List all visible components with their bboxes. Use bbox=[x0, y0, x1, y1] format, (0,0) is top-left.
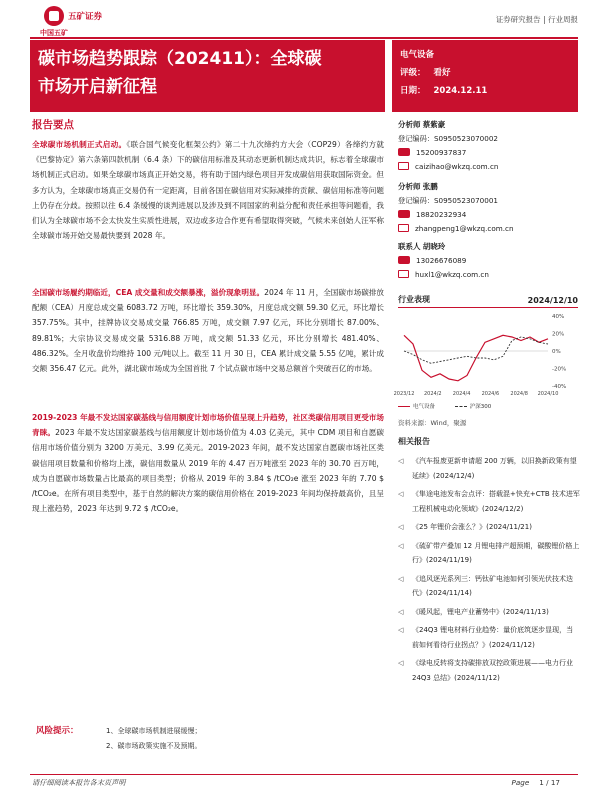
legend-item bbox=[455, 402, 492, 410]
rating-label: 评级： bbox=[400, 68, 426, 78]
analyst-block bbox=[398, 180, 578, 236]
page-value: 1 / 17 bbox=[539, 778, 560, 787]
industry-performance-chart bbox=[393, 310, 578, 400]
analyst-block bbox=[398, 118, 578, 174]
page-number bbox=[512, 778, 560, 787]
report-category: 行业周报 bbox=[548, 15, 578, 24]
phone-icon bbox=[398, 256, 410, 264]
summary-paragraph-2 bbox=[32, 285, 384, 376]
analyst-role: 分析师 bbox=[398, 120, 421, 129]
legend-item bbox=[398, 402, 435, 410]
related-report-link[interactable]: ◁ 《暖风起，锂电产业蓄势中》(2024/11/13) bbox=[398, 605, 580, 620]
chart-y-tick-label: 0% bbox=[552, 349, 561, 355]
report-type-header bbox=[496, 14, 578, 25]
title-line-2: 市场开启新征程 bbox=[38, 77, 157, 97]
report-title bbox=[30, 40, 385, 112]
email-icon bbox=[398, 224, 409, 232]
contact-name: 胡晓玲 bbox=[422, 242, 446, 251]
rating-box bbox=[392, 40, 578, 112]
analyst-reg-row bbox=[398, 132, 578, 146]
chart-x-tick-label: 2024/4 bbox=[452, 391, 471, 397]
contact-email[interactable]: huxl1@wkzq.com.cn bbox=[415, 270, 489, 279]
phone-icon bbox=[398, 148, 410, 156]
company-name: 中国五矿 bbox=[40, 29, 68, 37]
related-report-link[interactable]: ◁ 《24Q3 锂电材料行业趋势：量价底筑逐步显现，当前如何看待行业拐点？》(2024/11/12) bbox=[398, 623, 580, 652]
paragraph-text: 《联合国气候变化框架公约》第二十九次缔约方大会（COP29）各缔约方就《巴黎协定》第六条第四款机制（6.4 条）下的碳信用标准及其动态更新机制达成共识，标志着全球碳市场机制正式启动。如果全球碳市场真正开始交易，将有助于国内绿色项目开发成碳信用获取国际资金。但多方认为，全球碳市场真正交易仍有一定距离，目前各国在碳信用对实际减排的贡献、碳信用标准等问题上仍存在分歧。按照以往 6.4 条缓慢的谈判进展以及涉及到不同国家的利益分配和责任承担等问题看，我们认为全球碳市场不会太快发生实质性进展，双边或多边合作更有希望取得突破，气候未来创始人汪军称全球碳市场开始交易最快要到 2028 年。 bbox=[32, 140, 385, 241]
related-report-link[interactable]: ◁ 《汽车报废更新申请超 200 万辆，以旧换新政策有望延续》(2024/12/4) bbox=[398, 454, 580, 483]
contact-name-row bbox=[398, 240, 578, 254]
date-row bbox=[400, 82, 570, 100]
contact-role: 联系人 bbox=[398, 242, 421, 251]
legend-label: 沪深300 bbox=[469, 404, 492, 410]
page-label: Page bbox=[511, 778, 530, 787]
related-heading: 相关报告 bbox=[398, 437, 430, 446]
analyst-phone: 18820232934 bbox=[416, 210, 467, 219]
related-report-link[interactable]: ◁ 《追风逐光系列三：钙钛矿电池如何引领光伏技术迭代》(2024/11/14) bbox=[398, 572, 580, 601]
footer-divider bbox=[30, 774, 578, 775]
analyst-name: 蔡紫豪 bbox=[422, 120, 446, 129]
analyst-email-row bbox=[398, 222, 578, 236]
summary-heading: 报告要点 bbox=[32, 119, 74, 131]
analyst-email-row bbox=[398, 160, 578, 174]
contact-block bbox=[398, 240, 578, 282]
paragraph-text: 2024 年 11 月，全国碳市场碳排放配额（CEA）月度总成交量 6083.72 万吨，环比增长 359.30%，月度总成交额 59.30 亿元，环比增长 357.75%。其中，挂牌协议交易成交量 766.85 万吨，成交额 7.97 亿元，环比分别增长 87.00%、89.81%；大宗协议交易成交量 5316.88 万吨，成交额 51.33 亿元，环比分别增长 481.40%、486.32%。全月收盘价均维持 100 元/吨以上。截至 11 月 30 日，CEA 累计成交量 5.55 亿吨，累计成交额 356.47 亿元。此外，湖北碳市场成为全国首批 7 个试点碳市场中交易总额首个突破百亿的市场。 bbox=[32, 288, 385, 374]
summary-paragraph-1 bbox=[32, 137, 384, 243]
industry-name: 电气设备 bbox=[400, 50, 435, 60]
reg-label: 登记编码： bbox=[398, 196, 434, 205]
title-line-1: 碳市场趋势跟踪（202411）：全球碳 bbox=[38, 49, 322, 69]
chart-canvas bbox=[393, 310, 578, 400]
related-report-link[interactable]: ◁ 《隼途电池发布会点评：搭载混+快充+CTB 技术进军工程机械电动化领域》(2024/12/2) bbox=[398, 487, 580, 516]
chart-y-tick-label: 40% bbox=[552, 314, 565, 320]
paragraph-highlight: 全球碳市场机制正式启动。 bbox=[32, 140, 127, 149]
related-report-link[interactable]: ◁ 《硫矿带产叠加 12 月锂电排产超预期，碳酸锂价格上行》(2024/11/19) bbox=[398, 539, 580, 568]
analyst-role: 分析师 bbox=[398, 182, 421, 191]
chart-title: 行业表现 bbox=[398, 295, 430, 304]
analyst-phone: 15200937837 bbox=[416, 148, 467, 157]
analyst-email[interactable]: caizihao@wkzq.com.cn bbox=[415, 162, 499, 171]
paragraph-text: 2023 年最不发达国家碳基线与信用额度计划市场价值为 4.03 亿美元，其中 CDM 项目和自愿碳信用市场价值分别为 3200 万美元、3.99 亿美元。2019-2023 年间，最不发达国家自愿碳市场社区类碳信用项目数量和价格均上涨，碳信用数量从 2019 年的 4.47 百万吨涨至 2023 年的 30.70 百万吨，成为自愿碳市场数量占比最高的项目类型；价格从 2019 年的 3.84 $ /tCO₂e 涨至 2023 年的 7.70 $ /tCO₂e。在所有项目类型中，基于自然的解决方案的碳信用价格在 2019-2023 年间均保持最高价，且呈现上涨趋势，2023 年达到 9.72 $ /tCO₂e。 bbox=[32, 428, 385, 514]
risk-label: 风险提示： bbox=[36, 726, 79, 736]
analyst-name: 张鹏 bbox=[422, 182, 438, 191]
chart-y-tick-label: -20% bbox=[552, 366, 567, 373]
rating-value: 看好 bbox=[433, 68, 451, 78]
chart-x-tick-label: 2024/6 bbox=[481, 391, 500, 397]
company-logo bbox=[40, 6, 160, 40]
header-divider bbox=[30, 37, 578, 39]
reg-label: 登记编码： bbox=[398, 134, 434, 143]
logo-text: 五矿证券 bbox=[68, 12, 103, 22]
analyst-name-row bbox=[398, 118, 578, 132]
chart-date: 2024/12/10 bbox=[527, 296, 578, 305]
legend-label: 电气设备 bbox=[413, 404, 436, 410]
paragraph-highlight: 全国碳市场履约期临近，CEA 成交量和成交额暴涨，溢价现象明显。 bbox=[32, 288, 265, 297]
contact-phone: 13026676089 bbox=[416, 256, 467, 265]
chart-y-tick-label: 20% bbox=[552, 331, 565, 338]
date-label: 日期： bbox=[400, 86, 426, 96]
chart-header bbox=[398, 294, 578, 308]
legend-swatch bbox=[398, 406, 410, 407]
header-separator: | bbox=[543, 15, 546, 24]
legend-swatch bbox=[455, 406, 467, 407]
email-icon bbox=[398, 162, 409, 170]
rating-row bbox=[400, 64, 570, 82]
analyst-name-row bbox=[398, 180, 578, 194]
related-report-link[interactable]: ◁ 《25 年锂价会涨么？》(2024/11/21) bbox=[398, 520, 580, 535]
date-value: 2024.12.11 bbox=[433, 86, 488, 96]
chart-x-tick-label: 2024/2 bbox=[424, 391, 442, 397]
risk-item: 1、全球碳市场机制进展缓慢； bbox=[106, 727, 202, 735]
analyst-email[interactable]: zhangpeng1@wkzq.com.cn bbox=[415, 224, 514, 233]
analyst-phone-row bbox=[398, 146, 578, 160]
analyst-reg-row bbox=[398, 194, 578, 208]
reg-code: S0950523070001 bbox=[433, 196, 498, 205]
logo-icon bbox=[44, 6, 64, 26]
contact-email-row bbox=[398, 268, 578, 282]
footer-disclaimer: 请仔细阅读本报告各末页声明 bbox=[32, 778, 126, 787]
chart-x-tick-label: 2024/8 bbox=[510, 391, 528, 397]
chart-x-tick-label: 2024/10 bbox=[537, 391, 559, 397]
chart-series-line bbox=[404, 335, 548, 381]
chart-y-tick-label: -40% bbox=[552, 384, 567, 390]
email-icon bbox=[398, 270, 409, 278]
phone-icon bbox=[398, 210, 410, 218]
risk-list bbox=[106, 724, 201, 754]
report-type: 证券研究报告 bbox=[495, 15, 541, 24]
chart-x-tick-label: 2023/12 bbox=[393, 391, 415, 397]
analyst-phone-row bbox=[398, 208, 578, 222]
chart-legend bbox=[398, 402, 578, 410]
related-report-link[interactable]: ◁ 《绿电反转将支持碳排放双控政策进展——电力行业 24Q3 总结》(2024/11/12) bbox=[398, 656, 580, 685]
chart-series-line bbox=[404, 337, 548, 363]
reg-code: S0950523070002 bbox=[433, 134, 498, 143]
related-reports-list bbox=[398, 454, 580, 689]
summary-paragraph-3 bbox=[32, 410, 384, 516]
contact-phone-row bbox=[398, 254, 578, 268]
chart-source: 资料来源：Wind，聚源 bbox=[398, 419, 467, 427]
paragraph-highlight: 2019-2023 年最不发达国家碳基线与信用额度计划市场价值呈现上升趋势，社区类碳信用项目更受市场青睐。 bbox=[32, 413, 384, 438]
risk-item: 2、碳市场政策实施不及预期。 bbox=[106, 742, 202, 750]
